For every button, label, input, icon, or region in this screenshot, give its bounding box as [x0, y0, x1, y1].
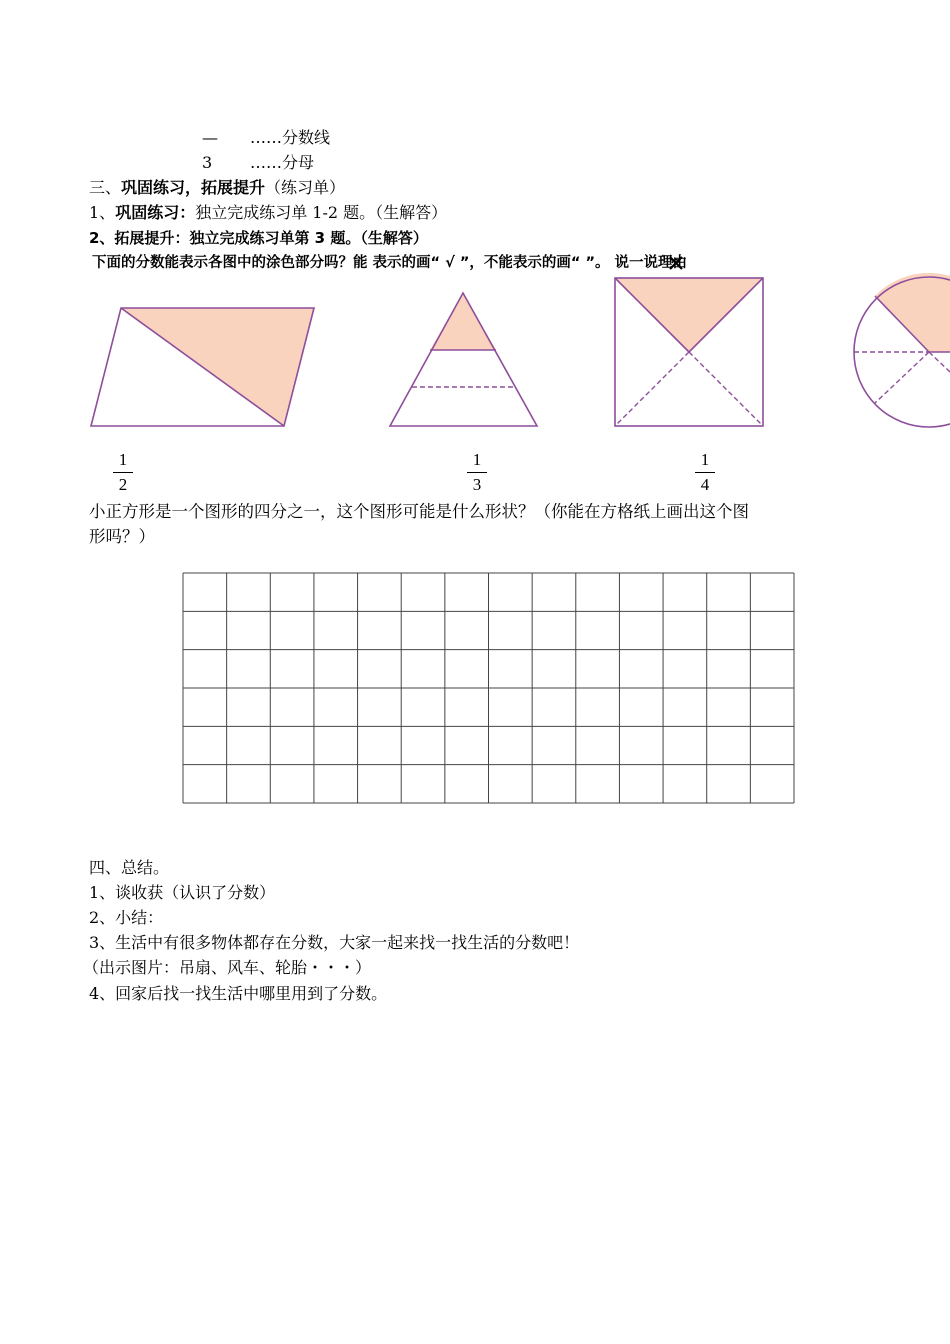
section4-item2: 2、小结：	[89, 908, 164, 927]
section4-item1: 1、谈收获（认识了分数）	[89, 883, 276, 902]
fraction-denominator: 4	[700, 475, 710, 494]
denominator-example: 3	[202, 153, 213, 172]
question-line-2: 形吗？）	[89, 527, 155, 546]
dash-symbol: —	[202, 128, 218, 147]
instruction-text: 下面的分数能表示各图中的涂色部分吗？能 表示的画“ √ ”，不能表示的画“ ”。 说一说理由	[92, 255, 688, 271]
section3-item2: 2、拓展提升：独立完成练习单第 3 题。（生解答）	[89, 229, 428, 247]
fraction-numerator: 1	[118, 450, 128, 469]
fraction-numerator: 1	[700, 450, 710, 469]
denominator-label: ……分母	[250, 153, 315, 172]
section3-heading-num: 三、	[89, 178, 122, 197]
section4-item3-note: （出示图片：吊扇、风车、轮胎・・・）	[83, 958, 372, 977]
section3-heading-title: 巩固练习，拓展提升	[121, 178, 266, 197]
item1-title: 巩固练习：	[115, 203, 196, 222]
item1-text: 独立完成练习单 1-2 题。（生解答）	[195, 203, 448, 222]
section3-heading-paren: （练习单）	[265, 178, 346, 197]
fraction-numerator: 1	[472, 450, 482, 469]
section4-item4: 4、回家后找一找生活中哪里用到了分数。	[89, 984, 388, 1003]
item1-num: 1、	[89, 203, 116, 222]
fraction-line-label: ……分数线	[250, 128, 331, 147]
fraction-denominator: 3	[472, 475, 482, 494]
question-line-1: 小正方形是一个图形的四分之一，这个图形可能是什么形状？（你能在方格纸上画出这个图	[89, 502, 749, 521]
section4-heading: 四、总结。	[89, 858, 170, 877]
fraction-denominator: 2	[118, 475, 128, 494]
section4-item3: 3、生活中有很多物体都存在分数，大家一起来找一找生活的分数吧！	[89, 933, 580, 952]
